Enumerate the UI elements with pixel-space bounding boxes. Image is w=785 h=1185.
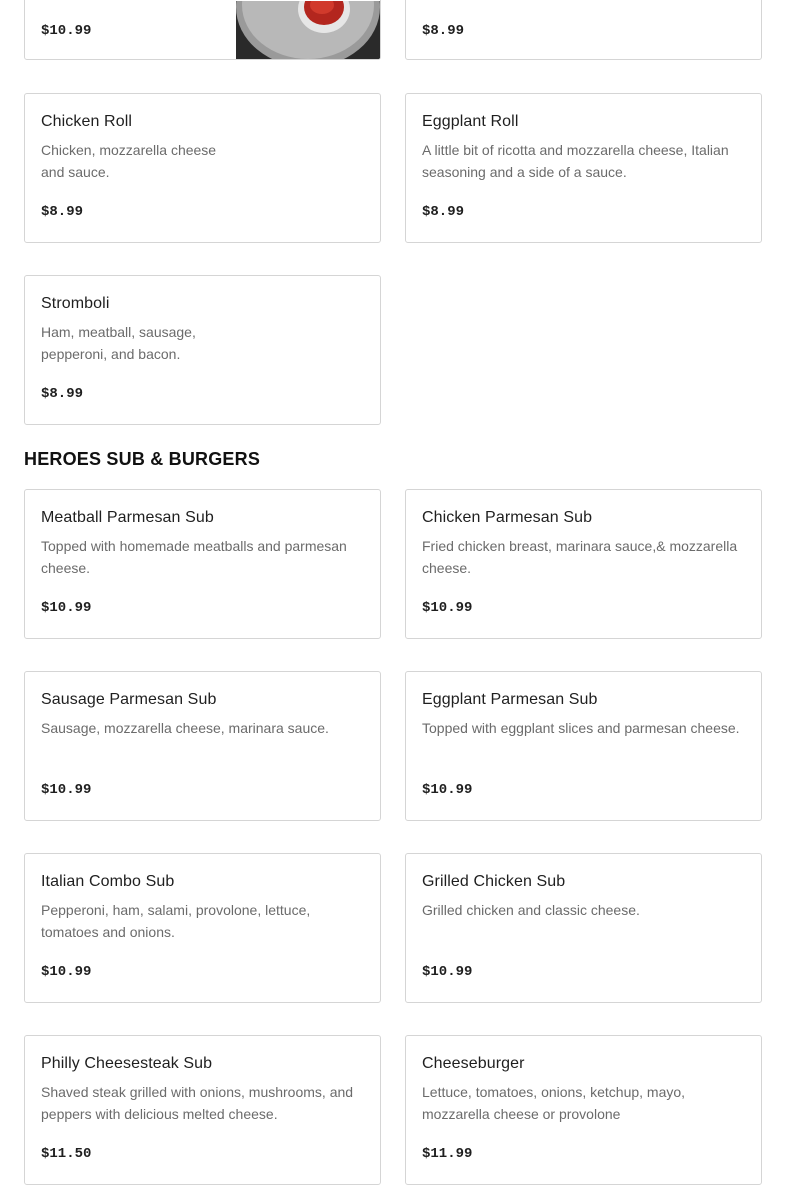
menu-item-name: Eggplant Roll: [422, 113, 519, 130]
menu-item-description: Topped with eggplant slices and parmesan cheese.: [422, 720, 740, 736]
menu-item-name: Chicken Parmesan Sub: [422, 509, 593, 526]
menu-item-description: Chicken, mozzarella cheese and sauce.: [41, 142, 217, 180]
menu-item-price: $11.99: [422, 1146, 473, 1162]
menu-item-description: Fried chicken breast, marinara sauce,& mozzarella cheese.: [422, 538, 738, 576]
menu-item-description: Topped with homemade meatballs and parmesan cheese.: [41, 538, 347, 576]
menu-item-price: $8.99: [41, 386, 84, 402]
menu-item-name: Italian Combo Sub: [41, 873, 175, 890]
menu-item-stromboli[interactable]: [24, 275, 381, 425]
menu-item-name: Cheeseburger: [422, 1055, 525, 1072]
menu-item-description: Sausage, mozzarella cheese, marinara sauce.: [41, 720, 329, 736]
sauce-bowl-image: [236, 1, 380, 60]
menu-item-price: $10.99: [422, 782, 473, 798]
menu-item-name: Sausage Parmesan Sub: [41, 691, 217, 708]
menu-item-description: Shaved steak grilled with onions, mushrooms, and peppers with delicious melted cheese.: [41, 1084, 354, 1122]
menu-item-card[interactable]: [24, 0, 381, 60]
menu-item-description: Lettuce, tomatoes, onions, ketchup, mayo, mozzarella cheese or provolone: [422, 1084, 686, 1122]
menu-item-price: $11.50: [41, 1146, 92, 1162]
food-thumbnail: [236, 1, 380, 60]
menu-item-sausage-parmesan-sub[interactable]: [24, 671, 381, 821]
menu-item-price: $10.99: [422, 964, 473, 980]
menu-item-eggplant-parmesan-sub[interactable]: [405, 671, 762, 821]
menu-item-name: Eggplant Parmesan Sub: [422, 691, 598, 708]
menu-item-name: Philly Cheesesteak Sub: [41, 1055, 213, 1072]
menu-item-philly-cheesesteak-sub[interactable]: [24, 1035, 381, 1185]
menu-item-chicken-parmesan-sub[interactable]: [405, 489, 762, 639]
menu-item-price: $10.99: [41, 782, 92, 798]
menu-item-grilled-chicken-sub[interactable]: [405, 853, 762, 1003]
menu-item-italian-combo-sub[interactable]: [24, 853, 381, 1003]
menu-item-price: $8.99: [422, 204, 465, 220]
menu-item-name: Stromboli: [41, 295, 110, 312]
menu-item-price: $10.99: [41, 23, 92, 39]
menu-item-name: Chicken Roll: [41, 113, 133, 130]
menu-item-description: Ham, meatball, sausage, pepperoni, and bacon.: [41, 324, 196, 362]
menu-item-chicken-roll[interactable]: [24, 93, 381, 243]
menu-item-description: Grilled chicken and classic cheese.: [422, 902, 640, 918]
menu-item-description: A little bit of ricotta and mozzarella cheese, Italian seasoning and a side of a sauce.: [422, 142, 729, 180]
menu-item-name: Grilled Chicken Sub: [422, 873, 566, 890]
menu-item-description: Pepperoni, ham, salami, provolone, lettuce, tomatoes and onions.: [41, 902, 311, 940]
menu-item-price: $10.99: [41, 964, 92, 980]
menu-item-price: $10.99: [422, 600, 473, 616]
section-heading: HEROES SUB & BURGERS: [24, 449, 261, 469]
menu-item-meatball-parmesan-sub[interactable]: [24, 489, 381, 639]
menu-item-price: $8.99: [422, 23, 465, 39]
menu-item-price: $10.99: [41, 600, 92, 616]
menu-item-cheeseburger[interactable]: [405, 1035, 762, 1185]
menu-item-card[interactable]: [405, 0, 762, 60]
menu-item-eggplant-roll[interactable]: [405, 93, 762, 243]
menu-item-name: Meatball Parmesan Sub: [41, 509, 214, 526]
menu-item-price: $8.99: [41, 204, 84, 220]
